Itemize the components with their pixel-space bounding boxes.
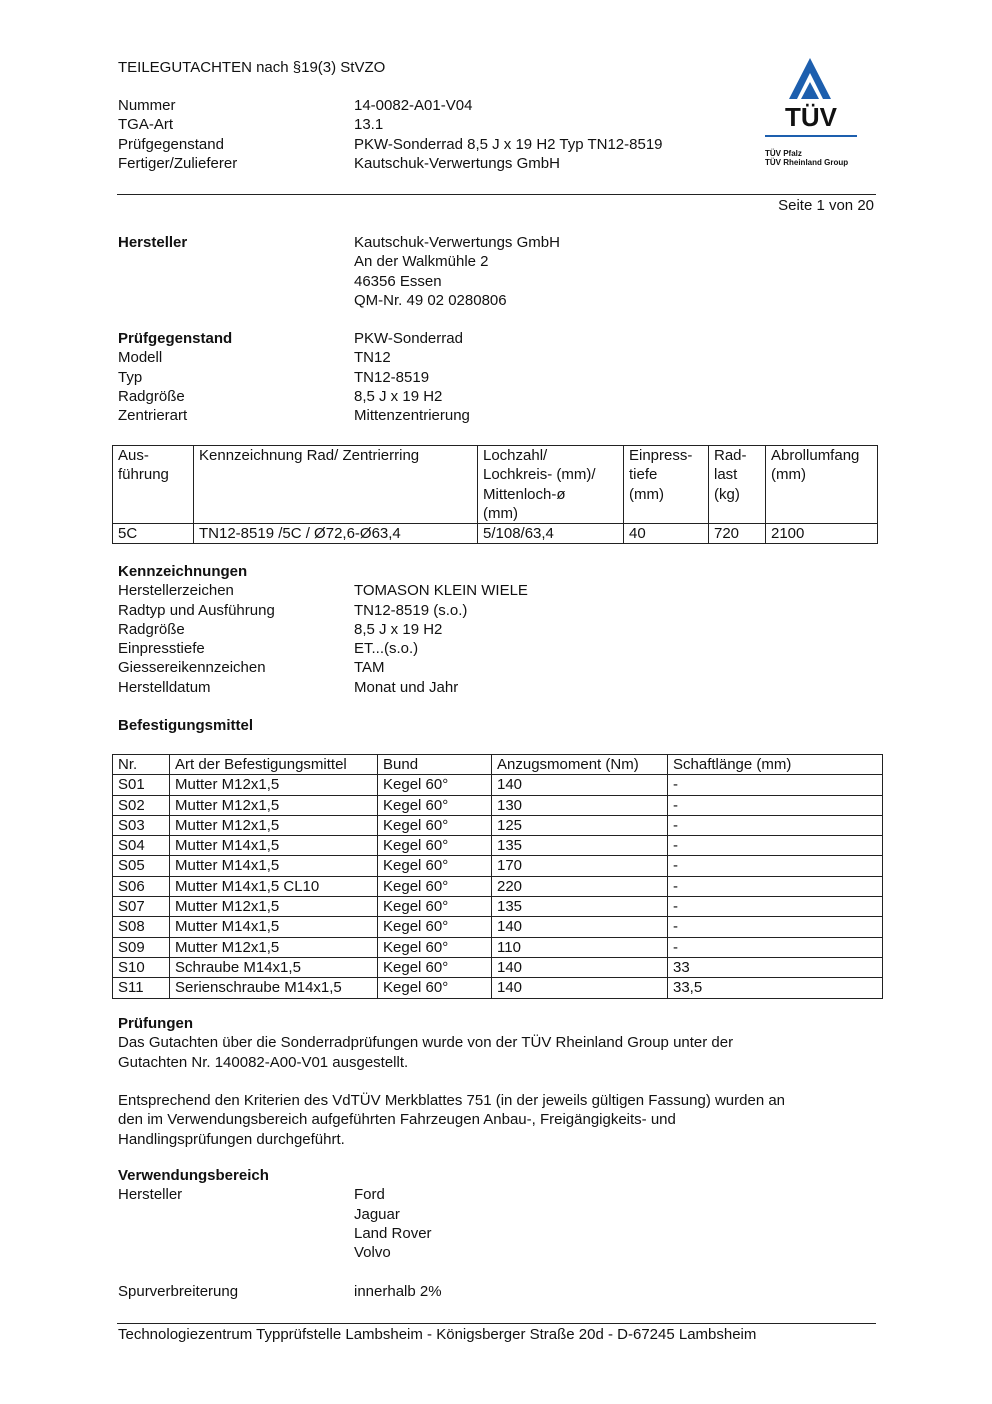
hersteller-line: An der Walkmühle 2: [354, 253, 489, 271]
verwendungsbereich-section: [118, 1166, 442, 1301]
tuv-logo-line1: TÜV Pfalz: [765, 149, 802, 158]
befestigung-table: [112, 754, 883, 999]
vehicle-manufacturer: Jaguar: [354, 1205, 400, 1223]
field-value: TAM: [354, 659, 385, 677]
pruefgegenstand-row: [118, 387, 470, 406]
table-cell: Mutter M14x1,5: [170, 856, 378, 876]
table-cell: 140: [492, 775, 668, 795]
table-row: [113, 937, 883, 957]
table-row: [113, 524, 878, 544]
table-cell: -: [668, 917, 883, 937]
befestigung-table-body: [113, 775, 883, 998]
page-number: Seite 1 von 20: [778, 197, 874, 214]
pruefungen-text: Gutachten Nr. 140082-A00-V01 ausgestellt.: [118, 1053, 409, 1071]
table-row: [113, 957, 883, 977]
header-text: Kennzeichnung Rad/ Zentrierring: [199, 447, 420, 464]
table-cell: -: [668, 815, 883, 835]
ausfuehrung-table: [112, 445, 878, 544]
table-cell: -: [668, 775, 883, 795]
pruefgegenstand-row: [118, 406, 470, 425]
hersteller-heading: Hersteller: [118, 234, 188, 251]
verwendung-row: [118, 1282, 442, 1301]
table-cell: Kegel 60°: [378, 876, 492, 896]
table-row: [113, 775, 883, 795]
field-label: Modell: [118, 349, 163, 367]
pruefungen-heading: Prüfungen: [118, 1015, 193, 1032]
tuv-logo: [763, 56, 859, 174]
field-label: Herstellerzeichen: [118, 582, 234, 600]
table-cell: Kegel 60°: [378, 978, 492, 998]
pruefungen-text: den im Verwendungsbereich aufgeführten Fahrzeugen Anbau-, Freigängigkeits- und: [118, 1111, 676, 1129]
table-cell: S03: [113, 815, 170, 835]
table-cell: Mutter M14x1,5: [170, 836, 378, 856]
pruefgegenstand-heading: Prüfgegenstand: [118, 330, 233, 347]
table-header-cell: Bund: [378, 755, 492, 775]
table-header-cell: [624, 446, 709, 524]
kennzeichnung-row: [118, 581, 528, 600]
table-cell: Mutter M14x1,5: [170, 917, 378, 937]
header-row-nummer: [118, 96, 663, 115]
field-value: TN12-8519: [354, 368, 430, 386]
pruefgegenstand-section: [118, 329, 470, 425]
table-cell: 140: [492, 957, 668, 977]
table-cell: Mutter M14x1,5 CL10: [170, 876, 378, 896]
table-cell: Kegel 60°: [378, 815, 492, 835]
hersteller-row: [118, 233, 560, 252]
table-row: [113, 897, 883, 917]
document-title: TEILEGUTACHTEN nach §19(3) StVZO: [118, 59, 386, 76]
table-row: [113, 856, 883, 876]
pruefgegenstand-row: [118, 348, 470, 367]
table-cell: Mutter M12x1,5: [170, 815, 378, 835]
pruefungen-text: Entsprechend den Kriterien des VdTÜV Merkblattes 751 (in der jeweils gültigen Fassung) wurden an: [118, 1092, 786, 1110]
table-cell: Kegel 60°: [378, 897, 492, 917]
table-cell: Mutter M12x1,5: [170, 897, 378, 917]
table-cell: -: [668, 937, 883, 957]
table-cell: Kegel 60°: [378, 937, 492, 957]
table-cell: 5/108/63,4: [478, 524, 624, 544]
pruefungen-text: Handlingsprüfungen durchgeführt.: [118, 1130, 345, 1148]
field-label: Typ: [118, 368, 143, 386]
header-info: [118, 96, 663, 173]
table-cell: Schraube M14x1,5: [170, 957, 378, 977]
hersteller-row: [118, 272, 560, 291]
field-label: Herstelldatum: [118, 678, 211, 696]
header-text: (mm): [771, 466, 806, 484]
table-cell: 135: [492, 897, 668, 917]
header-text: Aus-: [118, 447, 149, 464]
header-label: Nummer: [118, 97, 176, 114]
kennzeichnungen-heading: Kennzeichnungen: [118, 563, 248, 580]
field-label: Zentrierart: [118, 407, 188, 425]
header-text: Rad-: [714, 447, 747, 464]
field-value: 8,5 J x 19 H2: [354, 620, 443, 638]
table-cell: 2100: [766, 524, 878, 544]
table-cell: 130: [492, 795, 668, 815]
table-cell: 140: [492, 917, 668, 937]
header-text: (mm): [483, 504, 518, 522]
pruefgegenstand-value: PKW-Sonderrad: [354, 330, 463, 347]
table-cell: S05: [113, 856, 170, 876]
table-header-cell: Art der Befestigungsmittel: [170, 755, 378, 775]
header-value: 13.1: [354, 116, 384, 134]
table-cell: -: [668, 856, 883, 876]
table-header-cell: [709, 446, 766, 524]
field-label: Spurverbreiterung: [118, 1282, 239, 1300]
table-cell: Kegel 60°: [378, 856, 492, 876]
hersteller-line: Kautschuk-Verwertungs GmbH: [354, 234, 560, 251]
table-cell: Kegel 60°: [378, 795, 492, 815]
kennzeichnung-row: [118, 678, 528, 697]
kennzeichnung-row: [118, 658, 528, 677]
table-row: [113, 836, 883, 856]
field-value: Mittenzentrierung: [354, 407, 470, 425]
vehicle-manufacturer: Ford: [354, 1186, 385, 1204]
header-text: Lochzahl/: [483, 447, 548, 464]
hersteller-section: [118, 233, 560, 310]
vehicle-manufacturer: Land Rover: [354, 1224, 432, 1242]
table-cell: 720: [709, 524, 766, 544]
header-text: Abrollumfang: [771, 447, 860, 464]
table-cell: 220: [492, 876, 668, 896]
table-cell: S08: [113, 917, 170, 937]
tuv-logo-name: TÜV: [785, 102, 837, 132]
table-header-cell: [766, 446, 878, 524]
kennzeichnung-row: [118, 620, 528, 639]
verwendung-row: [118, 1224, 442, 1243]
header-divider: [117, 194, 876, 195]
hersteller-line: 46356 Essen: [354, 272, 442, 290]
table-cell: 125: [492, 815, 668, 835]
table-header-cell: [478, 446, 624, 524]
field-label: Hersteller: [118, 1186, 183, 1204]
header-row-fertiger: [118, 154, 663, 173]
table-cell: 135: [492, 836, 668, 856]
table-cell: 33: [668, 957, 883, 977]
kennzeichnung-row: [118, 639, 528, 658]
table-cell: 5C: [113, 524, 194, 544]
footer-text: Technologiezentrum Typprüfstelle Lambsheim - Königsberger Straße 20d - D-67245 Lambsheim: [118, 1326, 757, 1343]
header-row-tga-art: [118, 115, 663, 134]
header-row-pruefgegenstand: [118, 135, 663, 154]
befestigung-heading: Befestigungsmittel: [118, 717, 254, 734]
footer-divider: [117, 1323, 876, 1324]
field-label: Giessereikennzeichen: [118, 659, 266, 677]
table-row: [113, 917, 883, 937]
tuv-logo-line2: TÜV Rheinland Group: [765, 158, 849, 167]
header-text: führung: [118, 466, 169, 484]
hersteller-line: QM-Nr. 49 02 0280806: [354, 291, 507, 309]
header-text: (mm): [629, 485, 664, 503]
table-header-cell: Anzugsmoment (Nm): [492, 755, 668, 775]
field-label: Einpresstiefe: [118, 640, 205, 658]
header-text: Lochkreis- (mm)/: [483, 466, 596, 484]
table-header-row: [113, 446, 878, 524]
table-cell: Mutter M12x1,5: [170, 775, 378, 795]
field-value: ET...(s.o.): [354, 640, 419, 658]
table-header-cell: [194, 446, 478, 524]
table-cell: -: [668, 836, 883, 856]
table-header-row: [113, 755, 883, 775]
table-cell: 140: [492, 978, 668, 998]
table-cell: Kegel 60°: [378, 775, 492, 795]
table-cell: 40: [624, 524, 709, 544]
verwendungsbereich-heading: Verwendungsbereich: [118, 1167, 269, 1184]
hersteller-row: [118, 252, 560, 271]
field-label: Radgröße: [118, 620, 185, 638]
field-label: Radgröße: [118, 387, 185, 405]
header-label: Prüfgegenstand: [118, 135, 224, 153]
field-label: Radtyp und Ausführung: [118, 601, 275, 619]
header-text: tiefe: [629, 466, 658, 484]
pruefungen-text: Das Gutachten über die Sonderradprüfungen wurde von der TÜV Rheinland Group unter der: [118, 1034, 734, 1052]
verwendung-row: [118, 1243, 442, 1262]
field-value: TN12: [354, 349, 391, 367]
field-value: 8,5 J x 19 H2: [354, 387, 443, 405]
table-cell: Kegel 60°: [378, 917, 492, 937]
header-label: Fertiger/Zulieferer: [118, 154, 238, 172]
table-cell: Mutter M12x1,5: [170, 795, 378, 815]
table-row: [113, 978, 883, 998]
pruefgegenstand-row: [118, 368, 470, 387]
field-value: TN12-8519 (s.o.): [354, 601, 468, 619]
field-value: innerhalb 2%: [354, 1282, 442, 1300]
header-text: Einpress-: [629, 447, 693, 464]
header-value: Kautschuk-Verwertungs GmbH: [354, 154, 560, 172]
table-cell: -: [668, 897, 883, 917]
header-text: Mittenloch-ø: [483, 485, 566, 503]
pruefgegenstand-row: [118, 329, 470, 348]
table-cell: S01: [113, 775, 170, 795]
table-cell: Mutter M12x1,5: [170, 937, 378, 957]
table-cell: TN12-8519 /5C / Ø72,6-Ø63,4: [194, 524, 478, 544]
table-cell: S06: [113, 876, 170, 896]
header-text: last: [714, 466, 738, 484]
header-value: 14-0082-A01-V04: [354, 97, 473, 114]
table-cell: S04: [113, 836, 170, 856]
vehicle-manufacturer: Volvo: [354, 1244, 391, 1262]
table-cell: Kegel 60°: [378, 836, 492, 856]
table-cell: -: [668, 876, 883, 896]
kennzeichnungen-section: [118, 562, 528, 697]
hersteller-row: [118, 291, 560, 310]
table-row: [113, 795, 883, 815]
table-cell: S11: [113, 978, 170, 998]
table-row: [113, 876, 883, 896]
table-header-cell: Schaftlänge (mm): [668, 755, 883, 775]
table-cell: S02: [113, 795, 170, 815]
table-header-cell: Nr.: [113, 755, 170, 775]
table-cell: 170: [492, 856, 668, 876]
field-value: TOMASON KLEIN WIELE: [354, 582, 528, 600]
table-cell: S07: [113, 897, 170, 917]
header-value: PKW-Sonderrad 8,5 J x 19 H2 Typ TN12-8519: [354, 135, 663, 153]
header-text: (kg): [714, 485, 740, 503]
table-cell: Serienschraube M14x1,5: [170, 978, 378, 998]
pruefungen-section: [118, 1014, 785, 1149]
table-cell: 33,5: [668, 978, 883, 998]
table-cell: -: [668, 795, 883, 815]
header-label: TGA-Art: [118, 116, 173, 134]
table-cell: 110: [492, 937, 668, 957]
table-cell: S10: [113, 957, 170, 977]
table-cell: S09: [113, 937, 170, 957]
table-row: [113, 815, 883, 835]
field-value: Monat und Jahr: [354, 678, 459, 696]
table-cell: Kegel 60°: [378, 957, 492, 977]
verwendung-row: [118, 1185, 442, 1204]
verwendung-row: [118, 1205, 442, 1224]
table-header-cell: [113, 446, 194, 524]
kennzeichnung-row: [118, 601, 528, 620]
